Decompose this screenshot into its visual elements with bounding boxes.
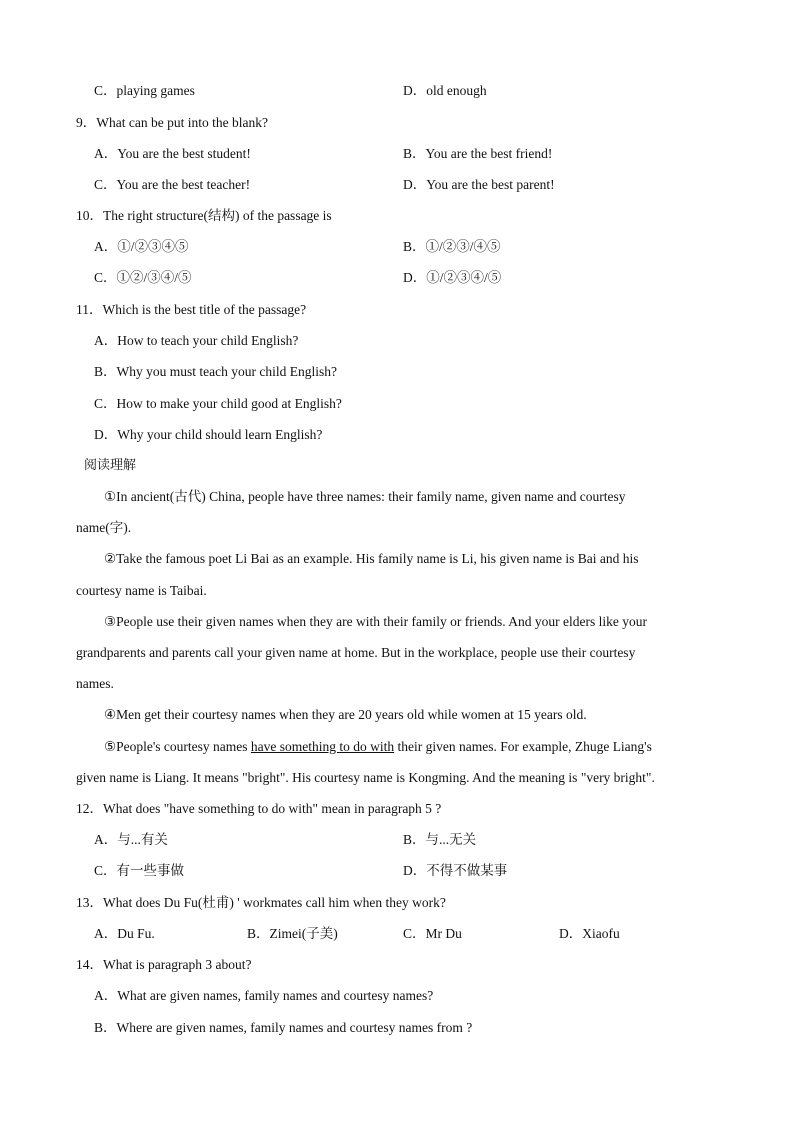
q9-stem: 9．What can be put into the blank? (76, 115, 268, 130)
passage-p3-line3: names. (76, 676, 114, 691)
passage-p3-line2: grandparents and parents call your given name at home. But in the workplace, people use their courtesy (76, 645, 636, 660)
passage-p2-line2: courtesy name is Taibai. (76, 583, 207, 598)
q13-option-d: D．Xiaofu (559, 926, 620, 941)
passage-p4-line1: ④Men get their courtesy names when they are 20 years old while women at 15 years old. (104, 707, 587, 722)
q12-option-d: D．不得不做某事 (403, 863, 508, 878)
q8-option-c: C．playing games (94, 83, 195, 98)
q10-option-d: D．①/②③④/⑤ (403, 270, 502, 285)
q11-option-c: C．How to make your child good at English? (94, 396, 342, 411)
q12-stem: 12．What does "have something to do with" mean in paragraph 5 ? (76, 801, 442, 816)
q10-stem: 10．The right structure(结构) of the passage is (76, 208, 332, 223)
q11-option-b: B．Why you must teach your child English? (94, 364, 337, 379)
q12-option-c: C．有一些事做 (94, 863, 185, 878)
passage-p5-post: their given names. For example, Zhuge Liang's (394, 739, 652, 754)
q11-stem: 11．Which is the best title of the passage? (76, 302, 307, 317)
q13-option-c: C．Mr Du (403, 926, 462, 941)
q9-option-a: A．You are the best student! (94, 146, 251, 161)
passage-p1-line1: ①In ancient(古代) China, people have three names: their family name, given name and courtesy (104, 489, 626, 504)
passage-p5-line1 (104, 738, 652, 756)
q10-option-b: B．①/②③/④⑤ (403, 239, 501, 254)
q13-option-a: A．Du Fu. (94, 926, 155, 941)
q10-option-c: C．①②/③④/⑤ (94, 270, 192, 285)
q11-option-d: D．Why your child should learn English? (94, 427, 323, 442)
q13-stem: 13．What does Du Fu(杜甫) ' workmates call him when they work? (76, 895, 446, 910)
q9-option-b: B．You are the best friend! (403, 146, 553, 161)
q14-option-a: A．What are given names, family names and courtesy names? (94, 988, 434, 1003)
q14-option-b: B．Where are given names, family names and courtesy names from ? (94, 1020, 473, 1035)
section-title: 阅读理解 (84, 458, 137, 473)
q9-option-d: D．You are the best parent! (403, 177, 555, 192)
q14-stem: 14．What is paragraph 3 about? (76, 957, 252, 972)
passage-p5-line2: given name is Liang. It means "bright". His courtesy name is Kongming. And the meaning is "very bright". (76, 770, 655, 785)
q13-option-b: B．Zimei(子美) (247, 926, 338, 941)
q12-option-b: B．与...无关 (403, 832, 477, 847)
passage-p5-pre: ⑤People's courtesy names (104, 739, 251, 754)
q11-option-a: A．How to teach your child English? (94, 333, 299, 348)
q10-option-a: A．①/②③④⑤ (94, 239, 189, 254)
q9-option-c: C．You are the best teacher! (94, 177, 251, 192)
q8-option-d: D．old enough (403, 83, 487, 98)
q12-option-a: A．与...有关 (94, 832, 168, 847)
passage-p1-line2: name(字). (76, 520, 132, 535)
passage-p3-line1: ③People use their given names when they are with their family or friends. And your elders like your (104, 614, 647, 629)
passage-p2-line1: ②Take the famous poet Li Bai as an example. His family name is Li, his given name is Bai and his (104, 551, 639, 566)
passage-p5-underlined-phrase: have something to do with (250, 739, 395, 754)
